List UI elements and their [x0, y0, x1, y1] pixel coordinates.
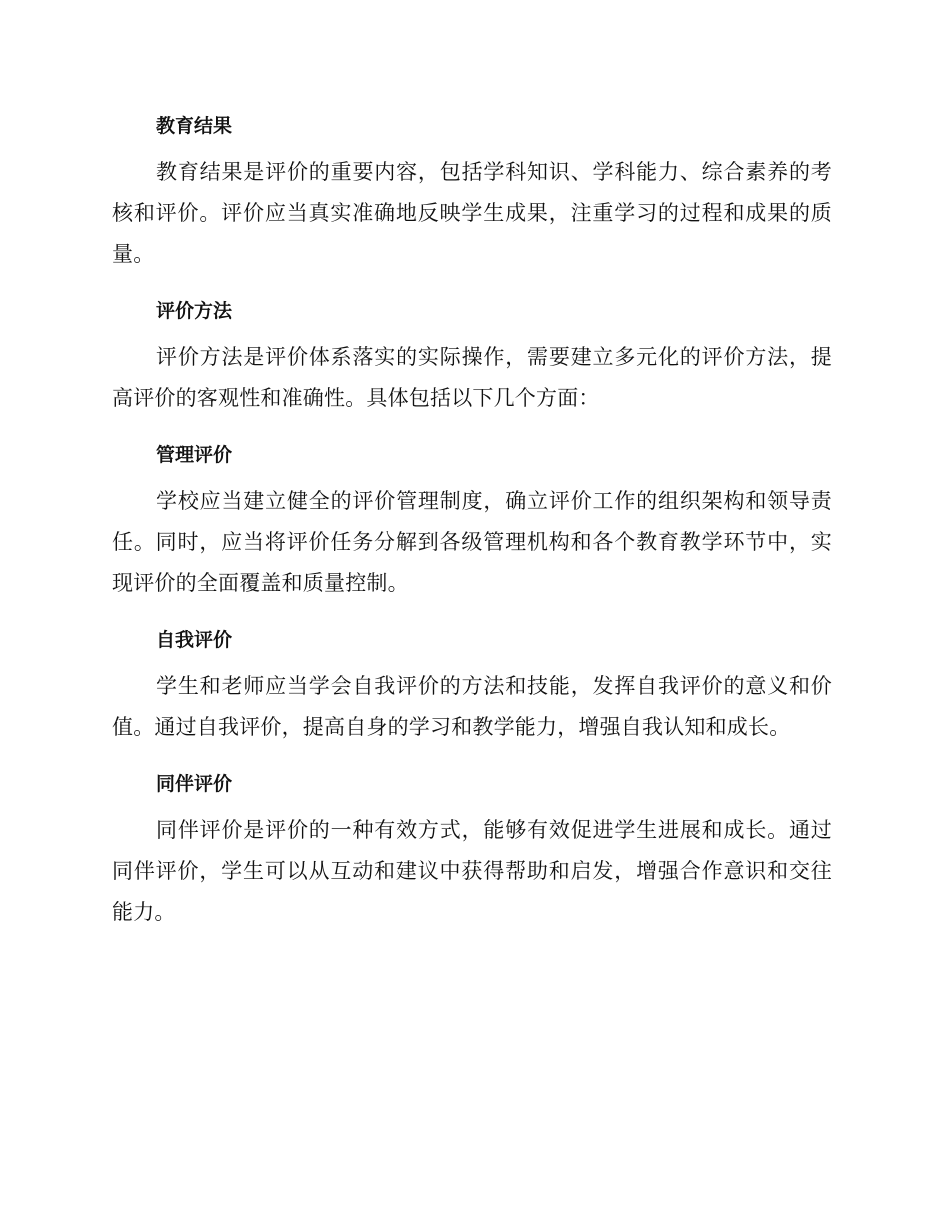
section-paragraph: 学生和老师应当学会自我评价的方法和技能，发挥自我评价的意义和价值。通过自我评价，提高自身的学习和教学能力，增强自我认知和成长。: [112, 674, 832, 739]
section-self-evaluation: [112, 622, 832, 748]
section-heading: 自我评价: [156, 629, 233, 651]
section-management-evaluation: [112, 437, 832, 604]
section-evaluation-methods: [112, 293, 832, 419]
section-paragraph: 同伴评价是评价的一种有效方式，能够有效促进学生进展和成长。通过同伴评价，学生可以从互动和建议中获得帮助和启发，增强合作意识和交往能力。: [112, 818, 832, 924]
document-page: [112, 108, 832, 951]
section-paragraph: 教育结果是评价的重要内容，包括学科知识、学科能力、综合素养的考核和评价。评价应当真实准确地反映学生成果，注重学习的过程和成果的质量。: [112, 160, 832, 266]
section-peer-evaluation: [112, 766, 832, 933]
section-heading: 同伴评价: [156, 773, 233, 795]
section-heading: 管理评价: [156, 444, 233, 466]
section-paragraph: 评价方法是评价体系落实的实际操作，需要建立多元化的评价方法，提高评价的客观性和准确性。具体包括以下几个方面：: [112, 345, 832, 410]
section-paragraph: 学校应当建立健全的评价管理制度，确立评价工作的组织架构和领导责任。同时，应当将评价任务分解到各级管理机构和各个教育教学环节中，实现评价的全面覆盖和质量控制。: [112, 489, 832, 595]
section-heading: 教育结果: [156, 115, 233, 137]
section-education-results: [112, 108, 832, 275]
section-heading: 评价方法: [156, 300, 233, 322]
